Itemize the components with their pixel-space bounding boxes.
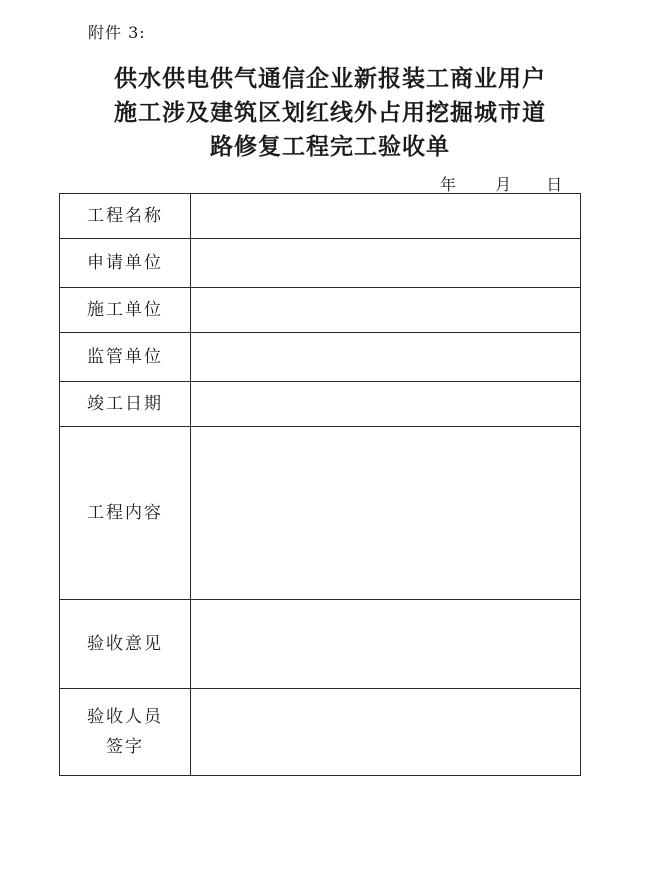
project-name-field[interactable] <box>191 194 581 239</box>
project-name-label: 工程名称 <box>60 194 191 239</box>
table-row <box>60 333 581 382</box>
construction-unit-field[interactable] <box>191 288 581 333</box>
document-title <box>40 62 620 164</box>
title-line-2: 施工涉及建筑区划红线外占用挖掘城市道 <box>114 99 546 126</box>
completion-date-field[interactable] <box>191 382 581 427</box>
acceptance-signers-label <box>60 689 191 776</box>
signers-label-line-1: 验收人员 <box>87 707 163 727</box>
acceptance-opinion-label: 验收意见 <box>60 600 191 689</box>
title-line-1: 供水供电供气通信企业新报装工商业用户 <box>114 65 546 92</box>
project-content-label: 工程内容 <box>60 427 191 600</box>
applicant-unit-field[interactable] <box>191 239 581 288</box>
supervision-unit-field[interactable] <box>191 333 581 382</box>
attachment-label: 附件 3: <box>88 23 146 42</box>
date-year-label: 年 <box>440 175 457 194</box>
acceptance-opinion-field[interactable] <box>191 600 581 689</box>
applicant-unit-label: 申请单位 <box>60 239 191 288</box>
construction-unit-label: 施工单位 <box>60 288 191 333</box>
title-line-3: 路修复工程完工验收单 <box>210 133 450 160</box>
acceptance-form-table <box>59 193 581 776</box>
table-row <box>60 689 581 776</box>
table-row <box>60 427 581 600</box>
table-row <box>60 194 581 239</box>
date-line <box>440 172 562 195</box>
completion-date-label: 竣工日期 <box>60 382 191 427</box>
table-row <box>60 239 581 288</box>
supervision-unit-label: 监管单位 <box>60 333 191 382</box>
acceptance-signers-field[interactable] <box>191 689 581 776</box>
table-row <box>60 600 581 689</box>
table-row <box>60 288 581 333</box>
table-row <box>60 382 581 427</box>
date-day-label: 日 <box>546 175 563 194</box>
date-month-label: 月 <box>495 175 512 194</box>
signers-label-line-2: 签字 <box>106 737 144 757</box>
project-content-field[interactable] <box>191 427 581 600</box>
